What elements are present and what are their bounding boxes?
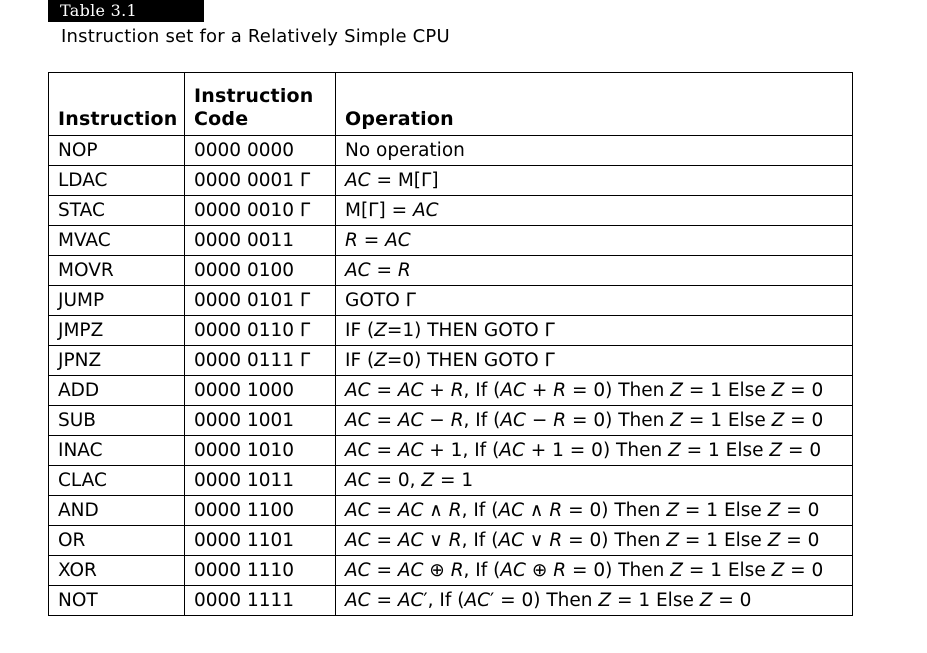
table-row	[49, 316, 853, 346]
table-row	[49, 436, 853, 466]
table-row	[49, 466, 853, 496]
code-cell: 0000 1100	[185, 496, 336, 526]
operation-cell: AC = 0, Z = 1	[336, 466, 853, 496]
operation-cell: AC = AC′, If (AC′ = 0) Then Z = 1 Else Z = 0	[336, 586, 853, 616]
table-row	[49, 496, 853, 526]
code-cell: 0000 1001	[185, 406, 336, 436]
code-cell: 0000 0011	[185, 226, 336, 256]
instruction-cell: XOR	[49, 556, 185, 586]
table-row	[49, 286, 853, 316]
code-cell: 0000 1111	[185, 586, 336, 616]
code-cell: 0000 0110 Γ	[185, 316, 336, 346]
operation-cell: IF (Z=1) THEN GOTO Γ	[336, 316, 853, 346]
code-cell: 0000 1101	[185, 526, 336, 556]
operation-cell: AC = AC + R, If (AC + R = 0) Then Z = 1 Else Z = 0	[336, 376, 853, 406]
header-instruction: Instruction	[49, 73, 185, 136]
code-cell: 0000 0100	[185, 256, 336, 286]
table-body	[49, 136, 853, 616]
table-row	[49, 586, 853, 616]
header-code-line1: Instruction	[194, 85, 314, 107]
instruction-cell: CLAC	[49, 466, 185, 496]
operation-cell: AC = AC ∨ R, If (AC ∨ R = 0) Then Z = 1 Else Z = 0	[336, 526, 853, 556]
table-row	[49, 526, 853, 556]
operation-cell: AC = AC ⊕ R, If (AC ⊕ R = 0) Then Z = 1 Else Z = 0	[336, 556, 853, 586]
code-cell: 0000 0010 Γ	[185, 196, 336, 226]
table-caption: Instruction set for a Relatively Simple CPU	[61, 26, 450, 47]
instruction-cell: NOP	[49, 136, 185, 166]
operation-cell: R = AC	[336, 226, 853, 256]
table-number-label: Table 3.1	[48, 0, 204, 22]
operation-cell: AC = M[Γ]	[336, 166, 853, 196]
table-row	[49, 376, 853, 406]
instruction-cell: JPNZ	[49, 346, 185, 376]
instruction-cell: LDAC	[49, 166, 185, 196]
instruction-cell: JUMP	[49, 286, 185, 316]
instruction-cell: ADD	[49, 376, 185, 406]
operation-cell: AC = AC − R, If (AC − R = 0) Then Z = 1 Else Z = 0	[336, 406, 853, 436]
instruction-cell: MVAC	[49, 226, 185, 256]
operation-cell: IF (Z=0) THEN GOTO Γ	[336, 346, 853, 376]
table-row	[49, 346, 853, 376]
table-row	[49, 166, 853, 196]
instruction-cell: SUB	[49, 406, 185, 436]
header-instruction-code	[185, 73, 336, 136]
operation-cell: AC = AC ∧ R, If (AC ∧ R = 0) Then Z = 1 Else Z = 0	[336, 496, 853, 526]
instruction-cell: STAC	[49, 196, 185, 226]
instruction-set-table	[48, 72, 853, 616]
instruction-cell: AND	[49, 496, 185, 526]
header-operation: Operation	[336, 73, 853, 136]
operation-cell: AC = R	[336, 256, 853, 286]
header-code-line2: Code	[194, 108, 249, 130]
operation-cell: AC = AC + 1, If (AC + 1 = 0) Then Z = 1 Else Z = 0	[336, 436, 853, 466]
code-cell: 0000 0001 Γ	[185, 166, 336, 196]
table-row	[49, 556, 853, 586]
code-cell: 0000 1011	[185, 466, 336, 496]
code-cell: 0000 1000	[185, 376, 336, 406]
table-row	[49, 136, 853, 166]
operation-cell: No operation	[336, 136, 853, 166]
instruction-cell: OR	[49, 526, 185, 556]
table-row	[49, 196, 853, 226]
table-row	[49, 406, 853, 436]
table-header-row	[49, 73, 853, 136]
code-cell: 0000 0101 Γ	[185, 286, 336, 316]
operation-cell: GOTO Γ	[336, 286, 853, 316]
instruction-cell: JMPZ	[49, 316, 185, 346]
code-cell: 0000 1010	[185, 436, 336, 466]
table-row	[49, 256, 853, 286]
table-row	[49, 226, 853, 256]
code-cell: 0000 0000	[185, 136, 336, 166]
instruction-cell: MOVR	[49, 256, 185, 286]
code-cell: 0000 0111 Γ	[185, 346, 336, 376]
operation-cell: M[Γ] = AC	[336, 196, 853, 226]
code-cell: 0000 1110	[185, 556, 336, 586]
instruction-cell: INAC	[49, 436, 185, 466]
instruction-cell: NOT	[49, 586, 185, 616]
